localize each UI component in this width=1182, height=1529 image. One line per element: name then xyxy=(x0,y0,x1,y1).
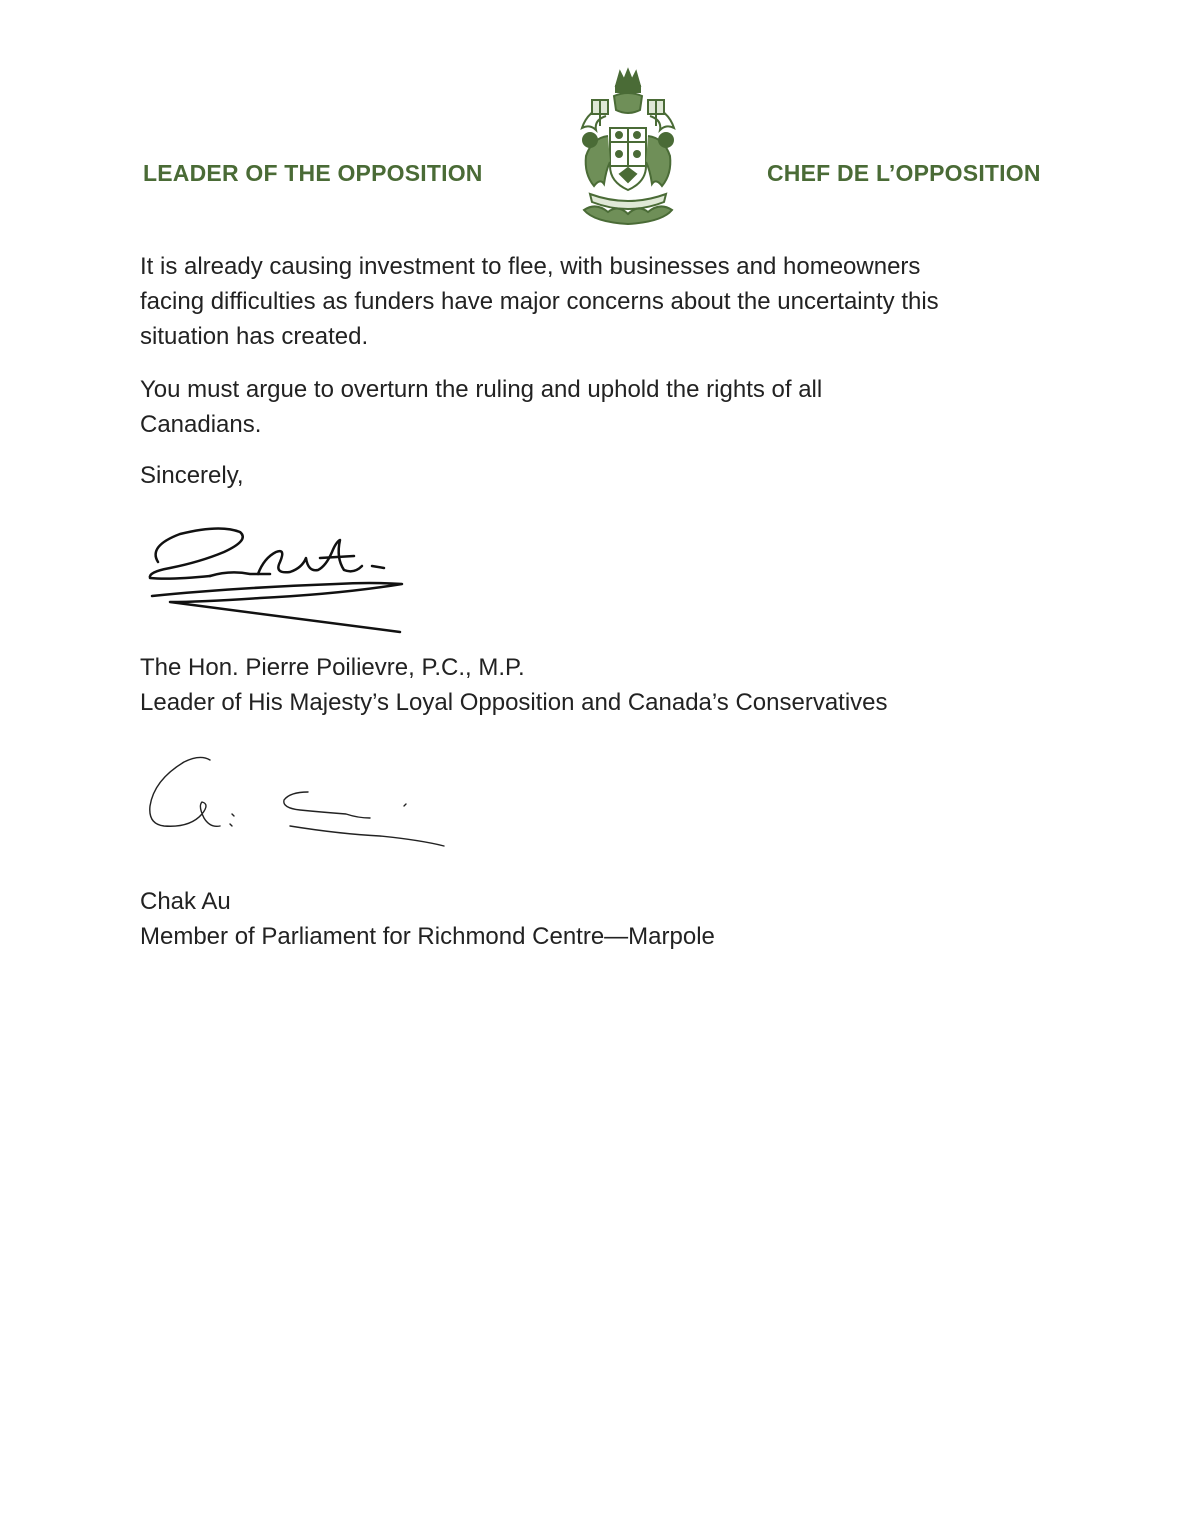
paragraph-line: situation has created. xyxy=(140,323,369,350)
body-paragraph-2 xyxy=(140,372,822,442)
letterhead-title-french: CHEF DE L’OPPOSITION xyxy=(767,160,1041,186)
paragraph-line: It is already causing investment to flee, with businesses and homeowners xyxy=(140,253,921,280)
signature-poilievre xyxy=(140,518,410,640)
paragraph-line: Canadians. xyxy=(140,411,262,438)
paragraph-line: You must argue to overturn the ruling and uphold the rights of all xyxy=(140,376,823,403)
signatory-name: Chak Au xyxy=(140,888,231,915)
letterhead-title-english: LEADER OF THE OPPOSITION xyxy=(143,160,483,186)
coat-of-arms-icon xyxy=(566,66,690,228)
letterhead xyxy=(0,0,1182,240)
signature-au xyxy=(140,748,450,852)
signatory-name: The Hon. Pierre Poilievre, P.C., M.P. xyxy=(140,654,525,681)
signatory-title: Leader of His Majesty’s Loyal Opposition and Canada’s Conservatives xyxy=(140,689,888,716)
body-paragraph-1 xyxy=(140,249,939,354)
signatory-1 xyxy=(140,650,888,720)
paragraph-line: facing difficulties as funders have major concerns about the uncertainty this xyxy=(140,288,939,315)
signatory-2 xyxy=(140,884,715,954)
signatory-title: Member of Parliament for Richmond Centre—Marpole xyxy=(140,923,715,950)
closing-salutation: Sincerely, xyxy=(140,462,244,489)
